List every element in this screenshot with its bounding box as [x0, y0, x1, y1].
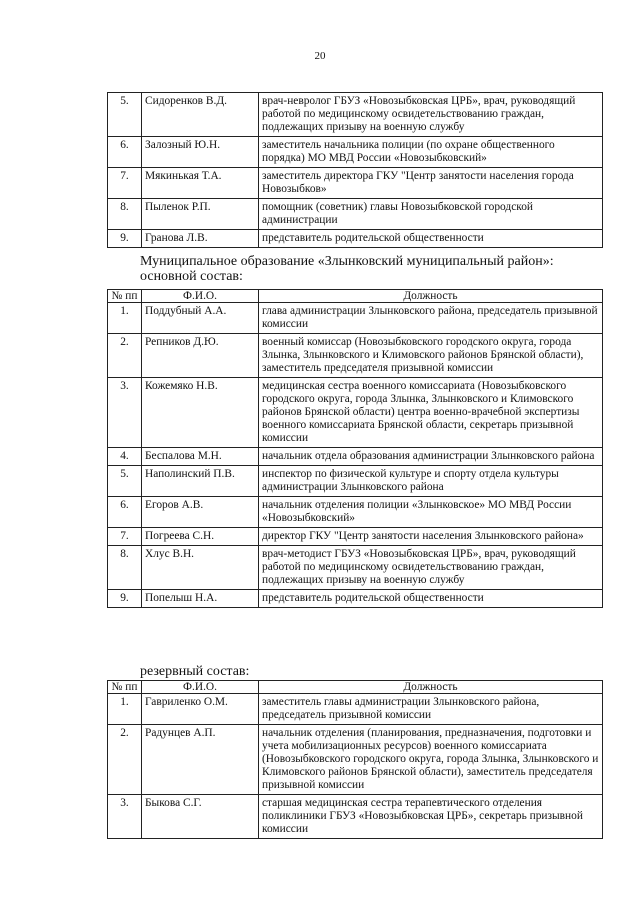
row-name: Радунцев А.П. [142, 725, 259, 795]
table-row [108, 448, 603, 466]
table-row [108, 725, 603, 795]
row-name: Наполинский П.В. [142, 466, 259, 497]
row-name: Пыленок Р.П. [142, 199, 259, 230]
header-num: № пп [108, 681, 142, 694]
row-position: инспектор по физической культуре и спорту отдела культуры администрации Злынковского района [259, 466, 603, 497]
table-row [108, 168, 603, 199]
row-position: военный комиссар (Новозыбковского городского округа, города Злынка, Злынковского и Климовского районов Брянской области), заместитель председателя призывной комиссии [259, 334, 603, 378]
row-name: Егоров А.В. [142, 497, 259, 528]
row-number: 5. [108, 466, 142, 497]
row-position: начальник отделения (планирования, предназначения, подготовки и учета мобилизационных ресурсов) военного комиссариата (Новозыбковского городского округа, города Злынка, Злынковского и Климовского районов Брянской области), заместитель председателя призывной комиссии [259, 725, 603, 795]
header-num: № пп [108, 290, 142, 303]
table-row [108, 694, 603, 725]
row-name: Погреева С.Н. [142, 528, 259, 546]
row-position: старшая медицинская сестра терапевтического отделения поликлиники ГБУЗ «Новозыбковская ЦРБ», секретарь призывной комиссии [259, 795, 603, 839]
row-position: глава администрации Злынковского района, председатель призывной комиссии [259, 303, 603, 334]
row-number: 3. [108, 378, 142, 448]
row-position: заместитель начальника полиции (по охране общественного порядка) МО МВД России «Новозыбковский» [259, 137, 603, 168]
table-body [108, 694, 603, 839]
table-row [108, 466, 603, 497]
row-number: 2. [108, 725, 142, 795]
row-name: Попелыш Н.А. [142, 590, 259, 608]
row-number: 7. [108, 528, 142, 546]
main-composition-table [107, 289, 603, 608]
row-name: Поддубный А.А. [142, 303, 259, 334]
row-position: медицинская сестра военного комиссариата (Новозыбковского городского округа, города Злынка, Злынковского и Климовского районов Брянской области) центра военно-врачебной экспертизы военного комиссариата Брянской области, секретарь призывной комиссии [259, 378, 603, 448]
row-name: Кожемяко Н.В. [142, 378, 259, 448]
table-row [108, 795, 603, 839]
row-position: заместитель главы администрации Злынковского района, председатель призывной комиссии [259, 694, 603, 725]
table-row [108, 230, 603, 248]
page-number: 20 [314, 50, 326, 62]
section-heading: Муниципальное образование «Злынковский муниципальный район»: [140, 254, 554, 269]
row-number: 3. [108, 795, 142, 839]
row-number: 7. [108, 168, 142, 199]
header-name: Ф.И.О. [142, 681, 259, 694]
table-row [108, 93, 603, 137]
row-number: 8. [108, 546, 142, 590]
row-position: врач-методист ГБУЗ «Новозыбковская ЦРБ», врач, руководящий работой по медицинскому освидетельствованию граждан, подлежащих призыву на военную службу [259, 546, 603, 590]
row-number: 5. [108, 93, 142, 137]
row-number: 9. [108, 590, 142, 608]
row-position: начальник отдела образования администрации Злынковского района [259, 448, 603, 466]
row-number: 6. [108, 137, 142, 168]
row-number: 8. [108, 199, 142, 230]
row-name: Хлус В.Н. [142, 546, 259, 590]
table-row [108, 546, 603, 590]
row-name: Залозный Ю.Н. [142, 137, 259, 168]
row-position: представитель родительской общественности [259, 590, 603, 608]
table-row [108, 137, 603, 168]
row-number: 4. [108, 448, 142, 466]
header-position: Должность [259, 290, 603, 303]
row-name: Мякинькая Т.А. [142, 168, 259, 199]
row-number: 1. [108, 694, 142, 725]
row-number: 6. [108, 497, 142, 528]
row-name: Сидоренков В.Д. [142, 93, 259, 137]
header-position: Должность [259, 681, 603, 694]
table-body [108, 93, 603, 248]
row-number: 2. [108, 334, 142, 378]
row-position: заместитель директора ГКУ "Центр занятости населения города Новозыбков» [259, 168, 603, 199]
row-position: начальник отделения полиции «Злынковское» МО МВД России «Новозыбковский» [259, 497, 603, 528]
table-row [108, 303, 603, 334]
row-number: 9. [108, 230, 142, 248]
row-position: врач-невролог ГБУЗ «Новозыбковская ЦРБ», врач, руководящий работой по медицинскому освидетельствованию граждан, подлежащих призыву на военную службу [259, 93, 603, 137]
reserve-composition-table [107, 680, 603, 839]
row-number: 1. [108, 303, 142, 334]
table-row [108, 334, 603, 378]
table-header-row [108, 681, 603, 694]
row-name: Гранова Л.В. [142, 230, 259, 248]
table-header-row [108, 290, 603, 303]
row-name: Беспалова М.Н. [142, 448, 259, 466]
header-name: Ф.И.О. [142, 290, 259, 303]
table-row [108, 590, 603, 608]
table-row [108, 378, 603, 448]
row-name: Гавриленко О.М. [142, 694, 259, 725]
row-position: представитель родительской общественности [259, 230, 603, 248]
table-body [108, 303, 603, 608]
table-row [108, 497, 603, 528]
table-row [108, 528, 603, 546]
row-name: Репников Д.Ю. [142, 334, 259, 378]
row-position: директор ГКУ "Центр занятости населения Злынковского района» [259, 528, 603, 546]
table-row [108, 199, 603, 230]
row-name: Быкова С.Г. [142, 795, 259, 839]
section-subheading: основной состав: [140, 269, 243, 284]
row-position: помощник (советник) главы Новозыбковской городской администрации [259, 199, 603, 230]
members-table-continued [107, 92, 603, 248]
reserve-heading: резервный состав: [140, 664, 250, 679]
